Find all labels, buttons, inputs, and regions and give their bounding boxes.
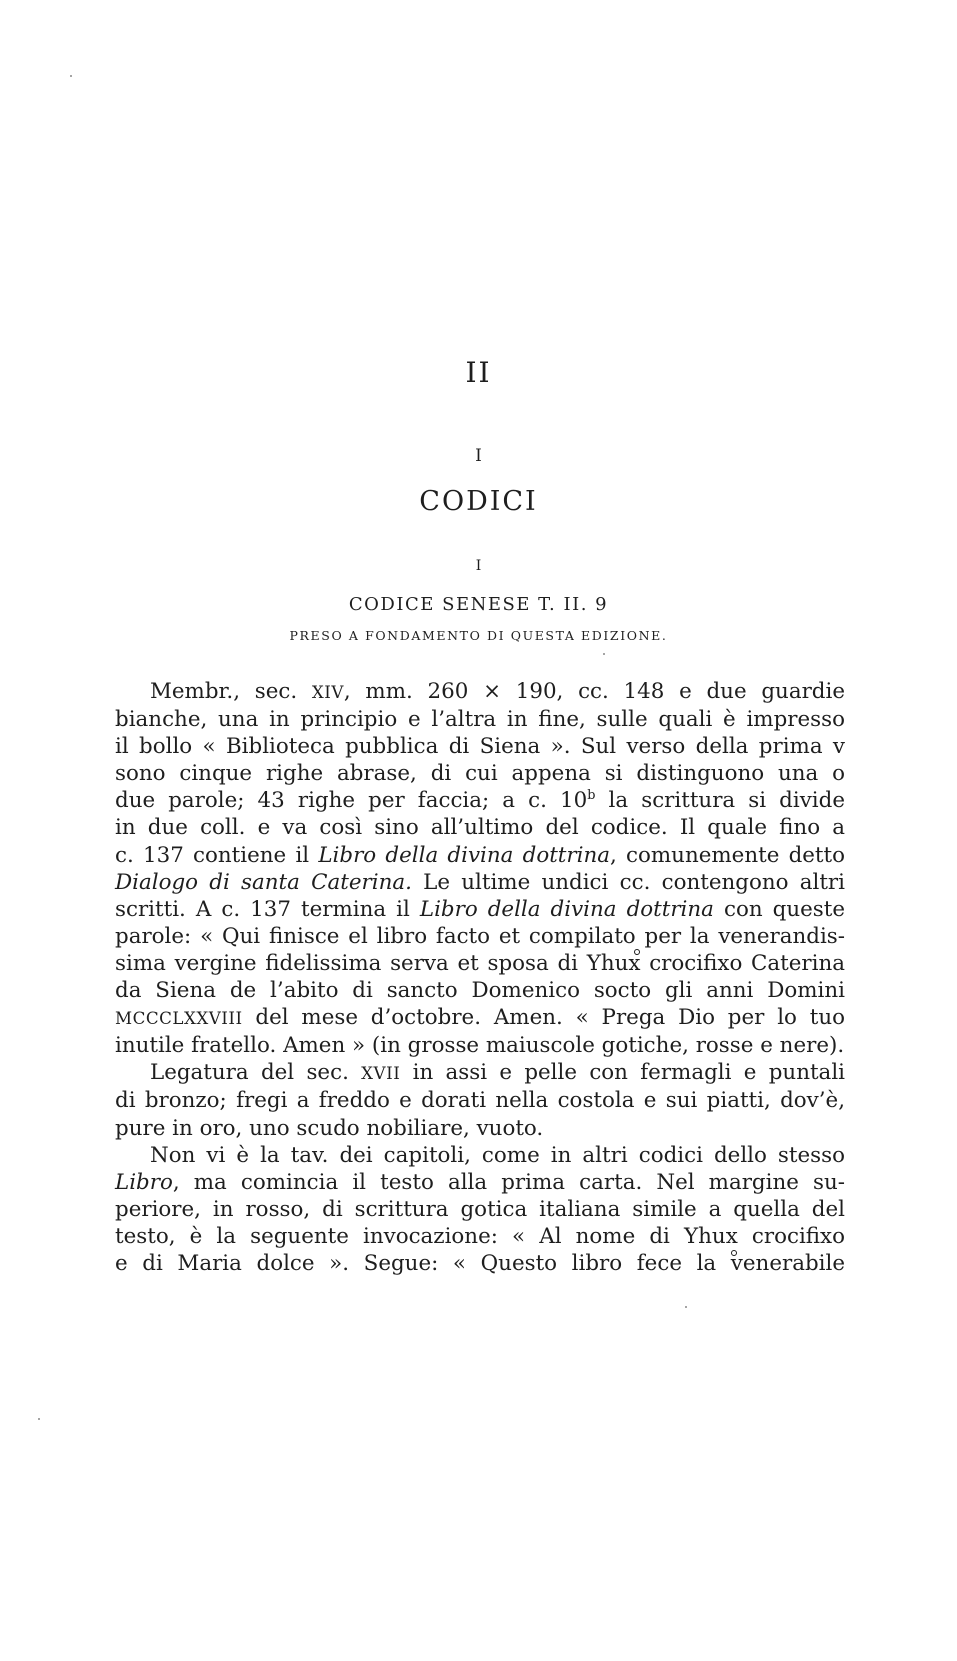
codex-heading: CODICE SENESE T. II. 9 bbox=[348, 594, 609, 615]
section-title: CODICI bbox=[419, 486, 538, 517]
codex-subheading: PRESO A FONDAMENTO DI QUESTA EDIZIONE. bbox=[289, 628, 668, 643]
paragraph-1-line: due parole; 43 righe per faccia; a c. 10$^b$ la scrittura si divide bbox=[115, 788, 845, 814]
paper-speck bbox=[38, 1418, 40, 1420]
paragraph-1-line: sono cinque righe abrase, di cui appena si distinguono una o bbox=[115, 761, 845, 787]
paragraph-3-line: Non vi è la tav. dei capitoli, come in altri codici dello stesso bbox=[150, 1142, 845, 1168]
part-number: II bbox=[465, 356, 492, 389]
paper-speck bbox=[685, 1306, 687, 1308]
paragraph-1-line: scritti. A c. 137 termina il Libro della divina dottrina con queste bbox=[115, 896, 845, 922]
paragraph-1-line: il bollo « Biblioteca pubblica di Siena ». Sul verso della prima v bbox=[115, 734, 845, 760]
paragraph-3-line: e di Maria dolce ». Segue: « Questo libro fece la venerabile bbox=[115, 1250, 845, 1276]
paragraph-1-line: sima vergine fidelissima serva et sposa di Yhux crocifixo Caterina bbox=[115, 950, 846, 976]
paragraph-3-line: testo, è la seguente invocazione: « Al nome di Yhux crocifixo bbox=[115, 1223, 845, 1249]
paragraph-1-line: inutile fratello. Amen » (in grosse maiuscole gotiche, rosse e nere). bbox=[115, 1033, 845, 1059]
paragraph-3-line: Libro, ma comincia il testo alla prima carta. Nel margine su- bbox=[115, 1169, 845, 1195]
paragraph-1-line: Membr., sec. XIV, mm. 260 × 190, cc. 148 e due guardie bbox=[150, 679, 845, 704]
paragraph-1-line: parole: « Qui finisce el libro facto et compilato per la venerandis- bbox=[115, 923, 845, 949]
paragraph-2-line: di bronzo; fregi a freddo e dorati nella costola e sui piatti, dov’è, bbox=[115, 1088, 845, 1114]
paragraph-2-line: pure in oro, uno scudo nobiliare, vuoto. bbox=[115, 1115, 544, 1141]
paragraph-1-line: Dialogo di santa Caterina. Le ultime undici cc. contengono altri bbox=[115, 869, 845, 895]
paper-speck bbox=[70, 75, 72, 77]
paragraph-1-line: in due coll. e va così sino all’ultimo del codice. Il quale fino a bbox=[115, 815, 845, 841]
body-text bbox=[115, 678, 845, 1277]
paragraph-1-line: bianche, una in principio e l’altra in fine, sulle quali è impresso bbox=[115, 707, 845, 733]
paragraph-2-line: Legatura del sec. XVII in assi e pelle con fermagli e puntali bbox=[150, 1060, 845, 1086]
paragraph-3-line: periore, in rosso, di scrittura gotica italiana simile a quella del bbox=[115, 1196, 845, 1222]
paragraph-1-line: MCCCLXXVIII del mese d’octobre. Amen. « Prega Dio per lo tuo bbox=[115, 1005, 845, 1031]
section-number: I bbox=[475, 446, 482, 466]
paragraph-1-line: c. 137 contiene il Libro della divina dottrina, comunemente detto bbox=[115, 842, 845, 868]
subsection-number: I bbox=[475, 558, 482, 574]
paragraph-1-line: da Siena de l’abito di sancto Domenico socto gli anni Domini bbox=[115, 978, 845, 1004]
paper-speck bbox=[603, 653, 605, 655]
